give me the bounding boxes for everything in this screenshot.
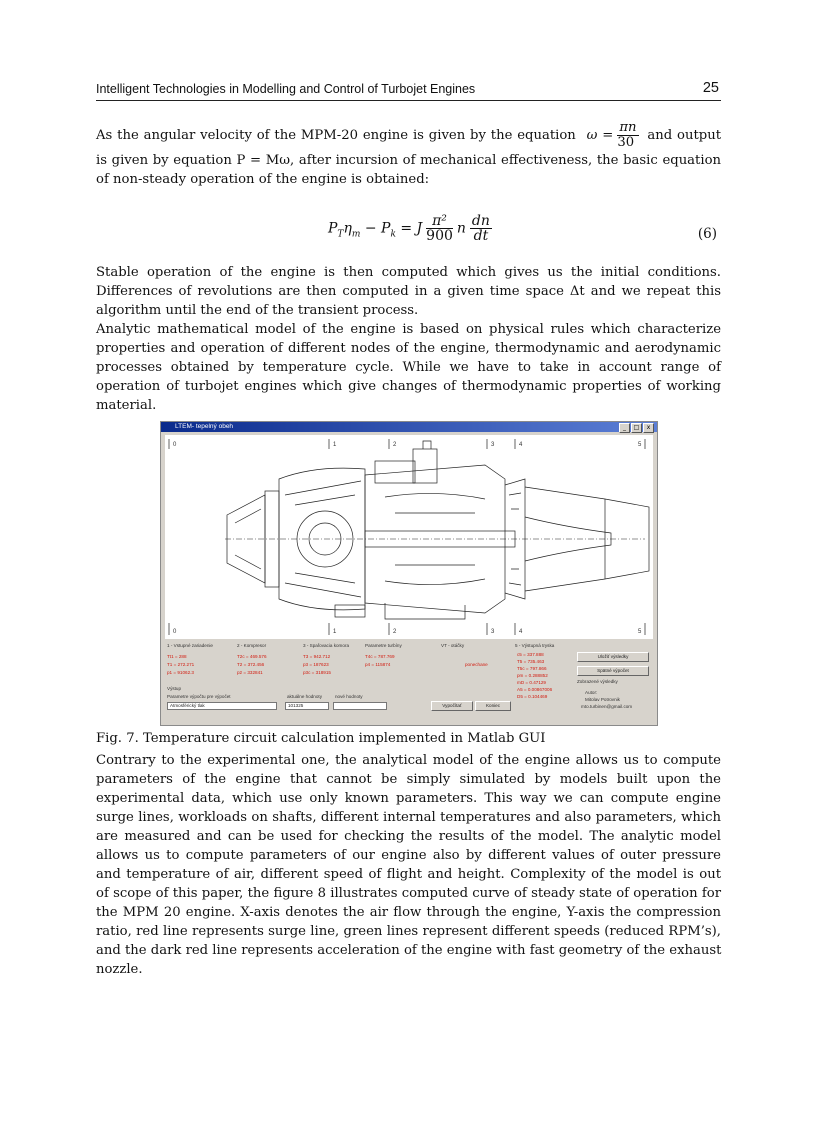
p3-line: of scope of this paper, the figure 8 illustrates computed curve of steady state of operation for [96,886,721,901]
compressor-value: T2 = 372.456 [237,662,265,667]
eq-frac1-num: π² [426,214,453,229]
hp-speed-status: ponechane [465,662,488,667]
new-values-label: nové hodnoty [335,694,363,699]
quit-button[interactable]: Koniec [475,701,511,711]
section-hp-speed: VT - otáčky [441,643,465,648]
intro-line-3: of non-steady operation of the engine is obtained: [96,172,430,187]
author-email: mto.turbinen@gmail.com [581,704,633,709]
compute-button[interactable]: Vypočítať [431,701,473,711]
omega-denominator: 30 [617,135,635,150]
intro-line-1 [96,120,721,150]
gui-window-title: LTEM- tepelný obeh [175,423,234,430]
p3-line: Contrary to the experimental one, the analytical model of the engine allows us to compute [96,753,721,768]
p1-line: Stable operation of the engine is then computed which gives us the initial conditions. [96,265,721,280]
running-header [96,80,721,101]
intro-text-after: and output [647,128,721,143]
section-combustor: 3 - Spaľovacia komora [303,643,350,648]
p2-line: Analytic mathematical model of the engine is based on physical rules which characterize [96,322,721,337]
p3-line: nozzle. [96,962,143,977]
accessory-gearbox [375,461,415,483]
nozzle-value: pm = 0.288852 [517,673,548,678]
station-label-bottom: 0 [173,629,177,635]
calc-params-label: Parametre výpočtu pre výpočet [167,694,231,699]
fuel-pump [413,449,437,483]
p3-line: surge lines, workloads on shafts, different internal temperatures and also parameters, which [96,810,721,825]
station-label-top: 4 [519,442,523,448]
gui-window-buttons [618,423,654,433]
nozzle-value: A5 = 0.00867006 [517,687,553,692]
turbine-value: p4 = 115874 [365,662,391,667]
fuel-fitting [423,441,431,449]
station-label-top: 0 [173,442,177,448]
figure-caption: Fig. 7. Temperature circuit calculation implemented in Matlab GUI [96,731,546,746]
paragraph-3 [96,751,721,979]
p3-line: ratio, red line represents surge line, green lines represent different speeds (reduced RPM’s), [96,924,721,939]
eq-pk-sub: k [390,229,396,240]
section-nozzle: 5 - Výstupná tryska [515,643,555,648]
station-label-top: 3 [491,442,495,448]
maximize-icon[interactable]: □ [631,423,642,433]
p2-line: operation of turbojet engines which give changes of thermodynamic properties of working [96,379,721,394]
p3-line: and temperature of air, different speed of flight and height. Complexity of the model is out [96,867,721,882]
save-results-button[interactable]: Uložiť výsledky [577,652,649,662]
lower-accessory [335,605,365,617]
intro-line-2: is given by equation P = Mω, after incursion of mechanical effectiveness, the basic equation [96,153,721,168]
p3-line: and the dark red line represents acceleration of the engine with fast geometry of the exhaust [96,943,722,958]
station-label-top: 5 [638,442,642,448]
p3-line: the MPM 20 engine. X-axis denotes the air flow through the engine, Y-axis the compression [96,905,721,920]
eq-n: n [456,220,466,237]
minimize-icon[interactable]: _ [619,423,630,433]
p3-line: parameters of the engine that cannot be simply simulated by models built upon the [96,772,721,787]
eq-minus-pk: − P [360,220,391,237]
show-results-checkbox[interactable]: Zobrazené výsledky [577,679,618,684]
close-icon[interactable]: x [643,423,654,433]
eq-frac1-den: 900 [426,228,453,244]
p1-line: algorithm until the end of the transient process. [96,303,419,318]
turbine-value: T4c = 787.769 [365,654,395,659]
station-label-bottom: 2 [393,629,397,635]
author-label: Autor: [585,690,598,695]
p3-line: experimental data, which use only known parameters. This way we can compute engine [96,791,721,806]
eq-equals-j: = J [395,220,423,237]
p2-line: properties and operation of different nodes of the engine, thermodynamic and aerodynamic [96,341,721,356]
nozzle-value: mD = 0.47129 [517,680,546,685]
new-value-input[interactable] [333,702,387,710]
station-label-bottom: 3 [491,629,495,635]
section-turbine: Parametre turbíny [365,643,402,648]
running-title: Intelligent Technologies in Modelling and Control of Turbojet Engines [96,82,476,96]
eq-eta: η [343,220,352,237]
omega-numerator: πn [619,120,637,135]
author-name: Mitolav Potrovnik [585,697,620,702]
equation-6 [96,212,721,256]
station-label-bottom: 4 [519,629,523,635]
inlet-value: T1 = 272.271 [167,662,195,667]
gui-titlebar [161,422,657,432]
eq-frac2-num: dn [471,213,490,229]
p3-line: allows us to compute parameters of our engine also by different values of outer pressure [96,848,721,863]
recalculate-button[interactable]: Spätné výpočet [577,666,649,676]
intro-text-before: As the angular velocity of the MPM-20 engine is given by the equation [96,128,576,143]
omega-lhs: ω = [586,128,614,143]
compressor-value: T2c = 469.576 [237,654,267,659]
current-value-field: 101325 [285,702,329,710]
inlet-value: p1 = 91062.3 [167,670,194,675]
compressor-value: p2 = 332841 [237,670,263,675]
eq-frac2-den: dt [473,228,489,244]
p2-line: material. [96,398,157,413]
engine-cross-section-drawing [165,435,653,639]
nozzle-value: T5c = 797.866 [517,666,547,671]
p3-line: are measured and can be used for checking the results of the model. The analytic model [96,829,721,844]
paragraph-1 [96,263,721,320]
nozzle-value: T5 = 735.463 [517,659,545,664]
current-values-label: aktuálne hodnoty [287,694,322,699]
exhaust-nozzle [525,487,649,591]
station-label-top: 2 [393,442,397,448]
combustor-value: T3 = 942.712 [303,654,331,659]
p1-line: Differences of revolutions are then computed in a given time space Δt and we repeat this [96,284,721,299]
combustor-value: p3 = 187623 [303,662,329,667]
eq-eta-sub: m [351,229,361,240]
eq-fraction-2 [470,214,492,243]
station-label-bottom: 5 [638,629,642,635]
section-inlet: 1 - Vstupné zariadenie [167,643,213,648]
omega-fraction [617,121,638,150]
eq-fraction-1 [426,214,453,243]
inlet-value: Tt1 = 288 [167,654,187,659]
section-compressor: 2 - Kompresor [237,643,267,648]
combustor-value: p3c = 318915 [303,670,331,675]
output-label: Výstup [167,686,182,691]
intro-paragraph [96,121,721,189]
equation-6-body [328,214,496,243]
p2-line: processes obtained by temperature cycle. While we have to take in account range of [96,360,721,375]
gui-results-panel [165,642,653,722]
equation-number: (6) [697,226,717,242]
eq-pt: P [328,220,338,237]
figure-7-matlab-gui [160,421,658,726]
page-number: 25 [702,80,719,96]
station-label-top: 1 [333,442,337,448]
station-label-bottom: 1 [333,629,337,635]
nozzle-value: c5 = 337.888 [517,652,544,657]
paragraph-2 [96,320,721,415]
parameter-select[interactable]: Atmosférický tlak [167,702,277,710]
nozzle-value: D5 = 0.104469 [517,694,548,699]
eq-pt-sub: T [337,229,344,240]
